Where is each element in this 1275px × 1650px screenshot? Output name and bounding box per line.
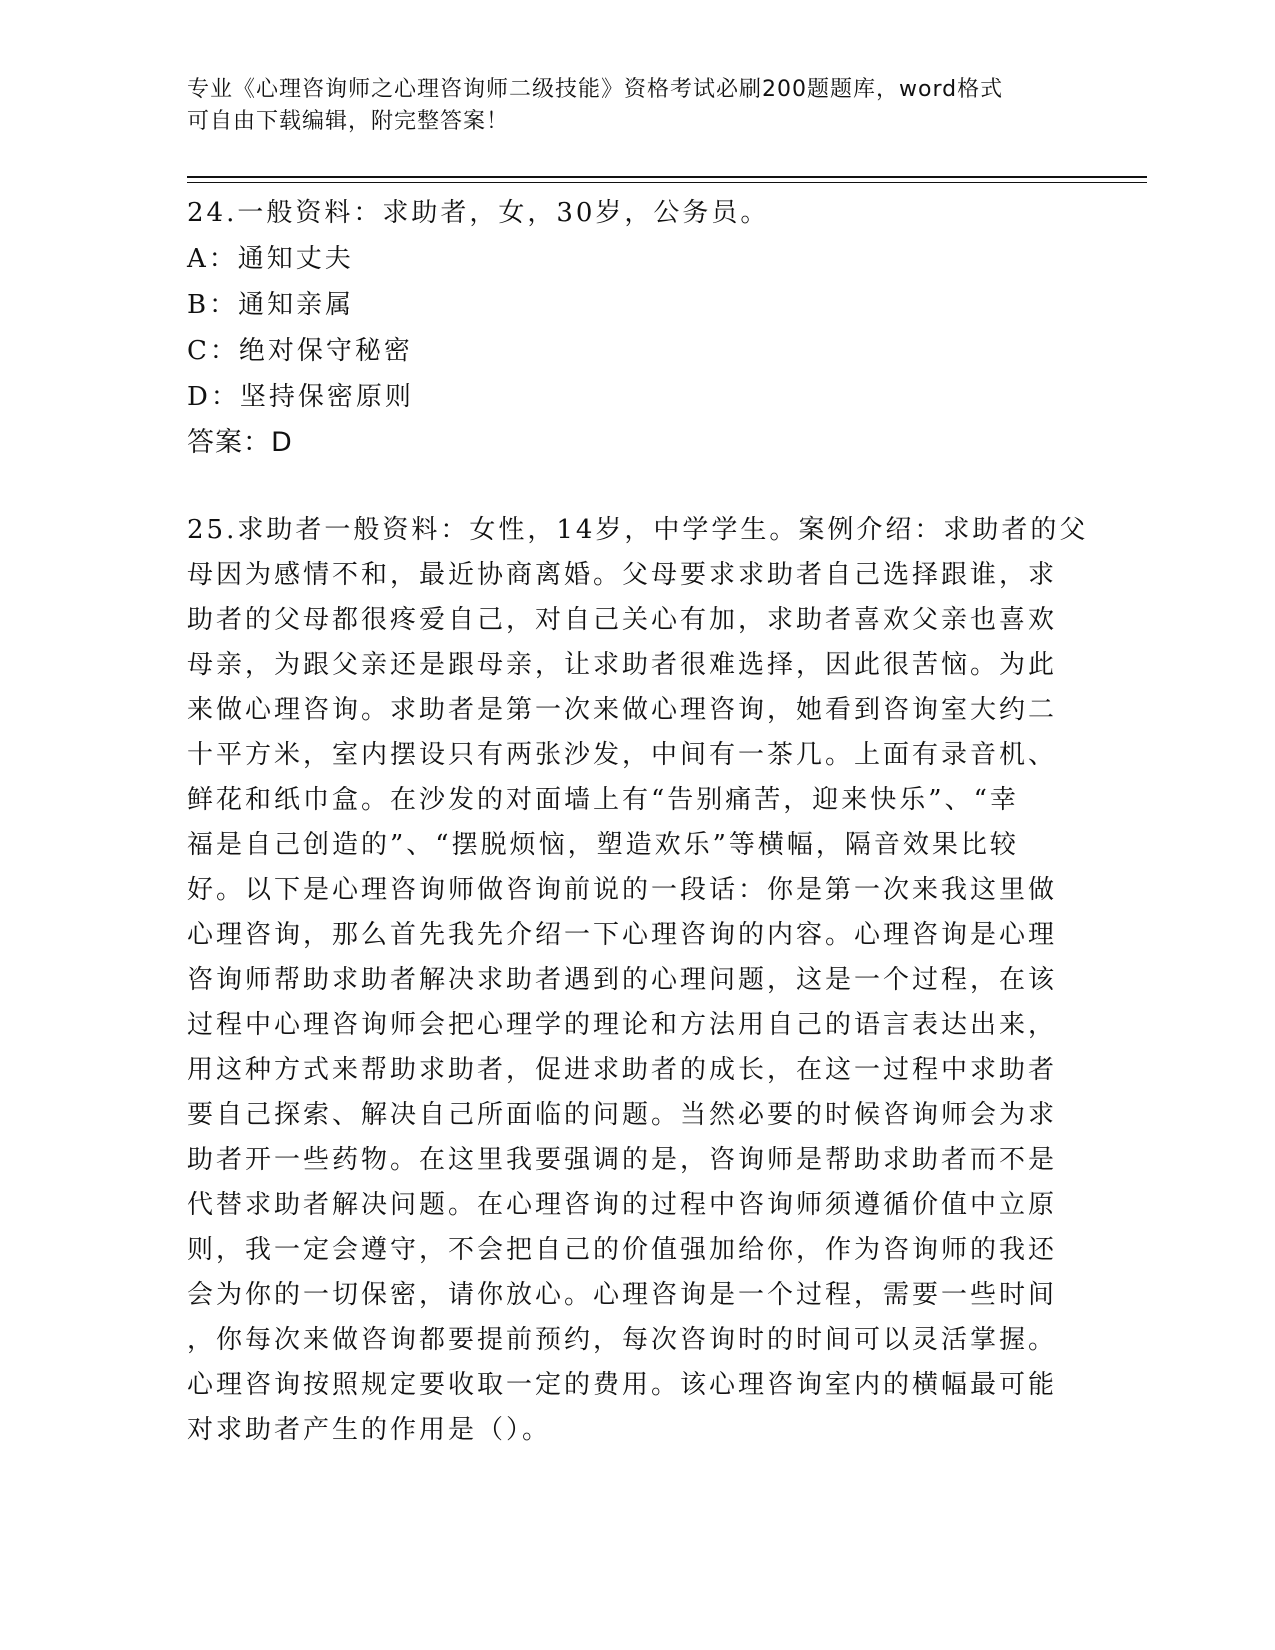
question-25-line: 鲜花和纸巾盒。在沙发的对面墙上有“告别痛苦，迎来快乐”、“幸 — [187, 785, 1019, 815]
question-25-line: 福是自己创造的”、“摆脱烦恼，塑造欢乐”等横幅，隔音效果比较 — [187, 830, 1019, 860]
header-divider-thin — [187, 182, 1147, 183]
question-24-answer: 答案：D — [187, 427, 293, 458]
question-25-line: 母亲，为跟父亲还是跟母亲，让求助者很难选择，因此很苦恼。为此 — [187, 650, 1058, 680]
question-25-line: 十平方米，室内摆设只有两张沙发，中间有一茶几。上面有录音机、 — [187, 740, 1058, 770]
question-25-line: 过程中心理咨询师会把心理学的理论和方法用自己的语言表达出来， — [187, 1010, 1058, 1040]
document-header — [187, 74, 1087, 138]
question-25-line: 则，我一定会遵守，不会把自己的价值强加给你，作为咨询师的我还 — [187, 1235, 1058, 1265]
question-25-line: 助者开一些药物。在这里我要强调的是，咨询师是帮助求助者而不是 — [187, 1145, 1058, 1175]
header-line-1: 专业《心理咨询师之心理咨询师二级技能》资格考试必刷200题题库，word格式 — [187, 77, 1004, 102]
question-25-line: 用这种方式来帮助求助者，促进求助者的成长，在这一过程中求助者 — [187, 1055, 1058, 1085]
option-b: B：通知亲属 — [187, 290, 355, 320]
option-a: A：通知丈夫 — [187, 244, 354, 274]
question-25-line: 对求助者产生的作用是（）。 — [187, 1415, 552, 1445]
question-24-stem: 24.一般资料：求助者，女，30岁，公务员。 — [187, 198, 770, 228]
question-25-line: 代替求助者解决问题。在心理咨询的过程中咨询师须遵循价值中立原 — [187, 1190, 1058, 1220]
header-line-2: 可自由下载编辑，附完整答案！ — [187, 109, 510, 134]
question-25-line: 好。以下是心理咨询师做咨询前说的一段话：你是第一次来我这里做 — [187, 875, 1058, 905]
question-25-line: 心理咨询，那么首先我先介绍一下心理咨询的内容。心理咨询是心理 — [187, 920, 1058, 950]
question-24 — [187, 190, 769, 466]
question-25-line: 来做心理咨询。求助者是第一次来做心理咨询，她看到咨询室大约二 — [187, 695, 1058, 725]
header-divider-thick — [187, 176, 1147, 178]
question-25-line: 母因为感情不和，最近协商离婚。父母要求求助者自己选择跟谁，求 — [187, 560, 1058, 590]
question-25-line: 助者的父母都很疼爱自己，对自己关心有加，求助者喜欢父亲也喜欢 — [187, 605, 1058, 635]
question-25-line: 25.求助者一般资料：女性，14岁，中学学生。案例介绍：求助者的父 — [187, 515, 1089, 545]
option-c: C：绝对保守秘密 — [187, 336, 413, 366]
question-25-line: 要自己探索、解决自己所面临的问题。当然必要的时候咨询师会为求 — [187, 1100, 1058, 1130]
question-25-line: 会为你的一切保密，请你放心。心理咨询是一个过程，需要一些时间 — [187, 1280, 1058, 1310]
question-25-line: 咨询师帮助求助者解决求助者遇到的心理问题，这是一个过程，在该 — [187, 965, 1058, 995]
question-25 — [187, 508, 1088, 1453]
option-d: D：坚持保密原则 — [187, 382, 414, 412]
question-25-line: ，你每次来做咨询都要提前预约，每次咨询时的时间可以灵活掌握。 — [187, 1325, 1058, 1355]
question-25-line: 心理咨询按照规定要收取一定的费用。该心理咨询室内的横幅最可能 — [187, 1370, 1058, 1400]
